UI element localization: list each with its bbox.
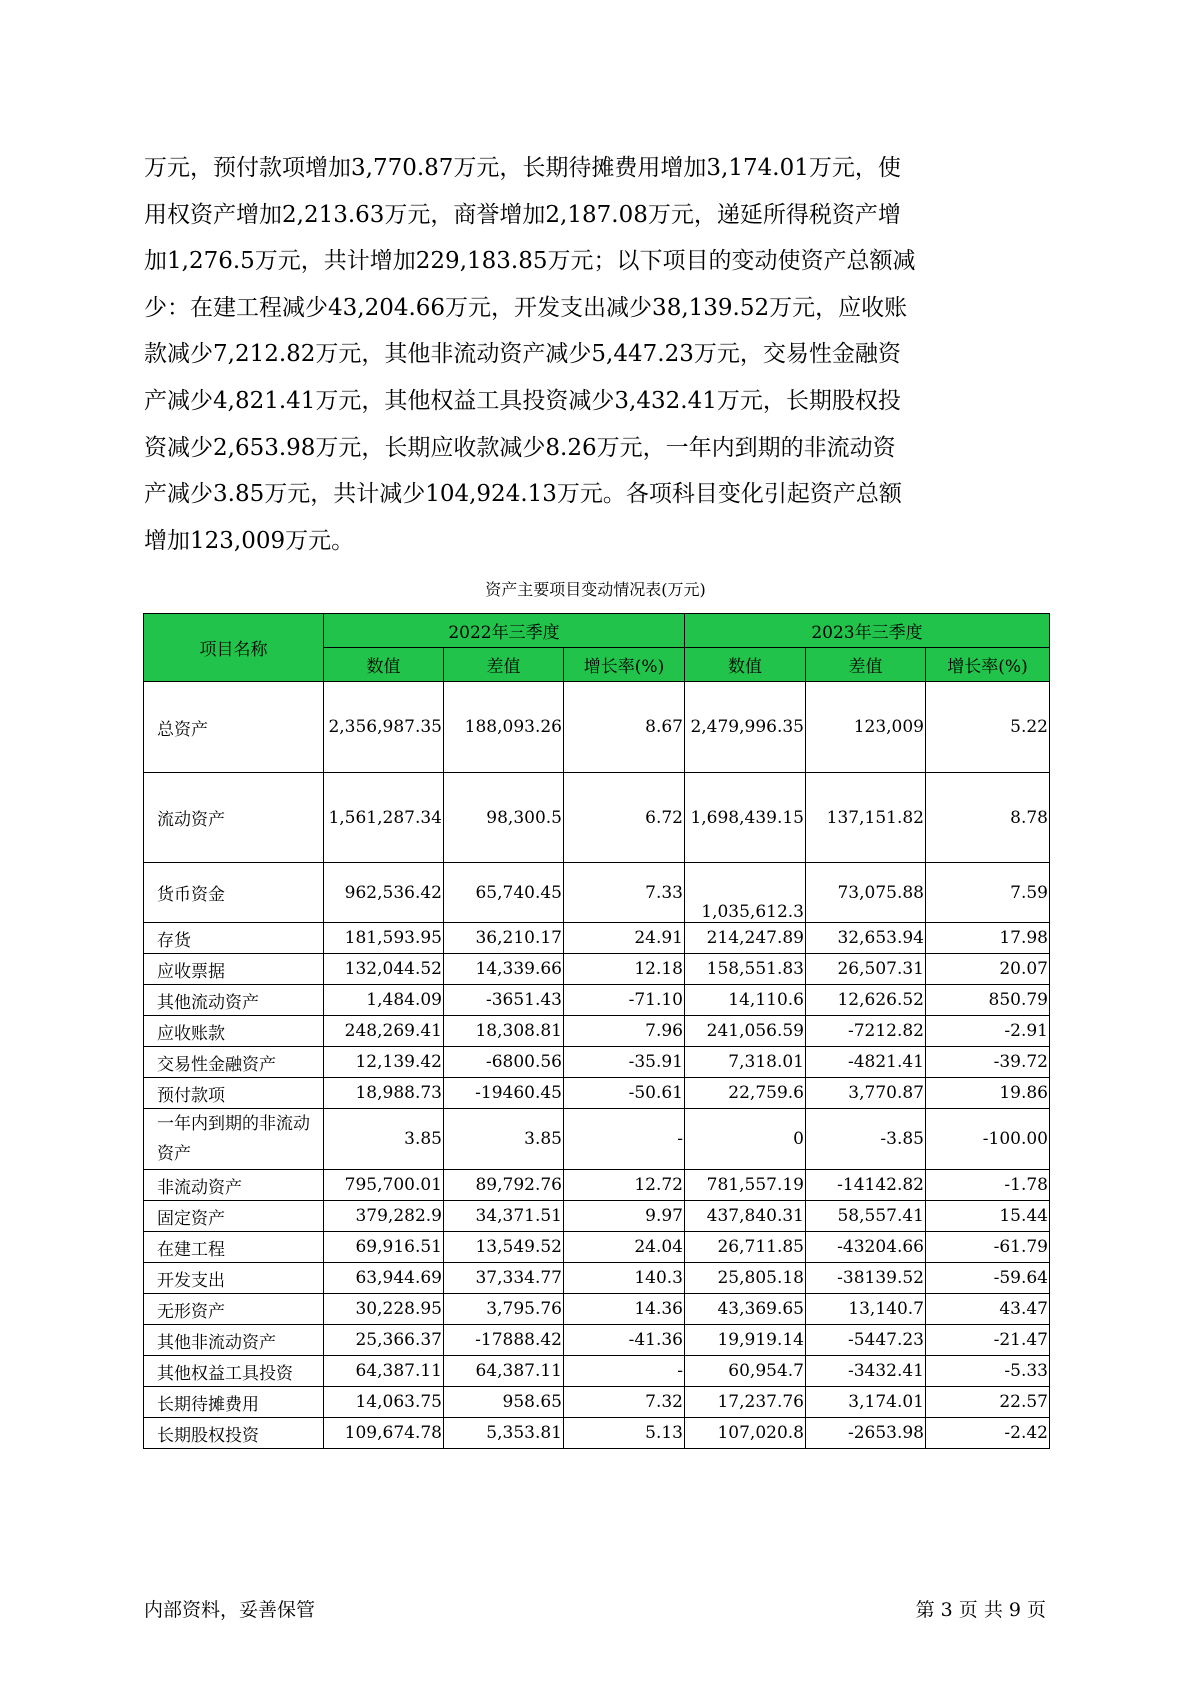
diff-2022: 3,795.76 bbox=[444, 1294, 564, 1325]
diff-2023: -38139.52 bbox=[806, 1263, 926, 1294]
diff-2023: 58,557.41 bbox=[806, 1201, 926, 1232]
growth-2022: -71.10 bbox=[564, 985, 685, 1016]
value-2023: 7,318.01 bbox=[685, 1047, 806, 1078]
diff-2022: 5,353.81 bbox=[444, 1418, 564, 1449]
growth-2023: -21.47 bbox=[926, 1325, 1050, 1356]
table-row bbox=[144, 1201, 1050, 1232]
table-row bbox=[144, 863, 1050, 923]
diff-2022: -3651.43 bbox=[444, 985, 564, 1016]
row-name: 长期待摊费用 bbox=[144, 1387, 324, 1418]
growth-2023: -5.33 bbox=[926, 1356, 1050, 1387]
value-2023: 14,110.6 bbox=[685, 985, 806, 1016]
diff-2023: -14142.82 bbox=[806, 1170, 926, 1201]
value-2022: 962,536.42 bbox=[324, 863, 444, 923]
value-2023: 60,954.7 bbox=[685, 1356, 806, 1387]
table-row bbox=[144, 1325, 1050, 1356]
diff-2023: -3432.41 bbox=[806, 1356, 926, 1387]
diff-2022: 64,387.11 bbox=[444, 1356, 564, 1387]
value-2023: 241,056.59 bbox=[685, 1016, 806, 1047]
diff-2022: -19460.45 bbox=[444, 1078, 564, 1109]
paragraph-line: 产减少4,821.41万元，其他权益工具投资减少3,432.41万元，长期股权投 bbox=[144, 387, 901, 414]
row-name: 流动资产 bbox=[144, 773, 324, 863]
growth-2022: -35.91 bbox=[564, 1047, 685, 1078]
growth-2022: - bbox=[564, 1356, 685, 1387]
diff-2022: 98,300.5 bbox=[444, 773, 564, 863]
value-2023: 0 bbox=[685, 1109, 806, 1170]
row-name: 非流动资产 bbox=[144, 1170, 324, 1201]
diff-2023: -43204.66 bbox=[806, 1232, 926, 1263]
growth-2023: -39.72 bbox=[926, 1047, 1050, 1078]
value-2023: 437,840.31 bbox=[685, 1201, 806, 1232]
growth-2023: 15.44 bbox=[926, 1201, 1050, 1232]
value-2022: 1,561,287.34 bbox=[324, 773, 444, 863]
diff-2023: 123,009 bbox=[806, 682, 926, 773]
row-name: 预付款项 bbox=[144, 1078, 324, 1109]
row-name: 一年内到期的非流动资产 bbox=[144, 1109, 324, 1170]
table-row bbox=[144, 1232, 1050, 1263]
diff-2023: 3,770.87 bbox=[806, 1078, 926, 1109]
table-row bbox=[144, 954, 1050, 985]
diff-2023: 12,626.52 bbox=[806, 985, 926, 1016]
row-name: 其他权益工具投资 bbox=[144, 1356, 324, 1387]
header-value-2022: 数值 bbox=[324, 648, 444, 682]
row-name: 在建工程 bbox=[144, 1232, 324, 1263]
growth-2022: 14.36 bbox=[564, 1294, 685, 1325]
value-2022: 69,916.51 bbox=[324, 1232, 444, 1263]
header-period-2022: 2022年三季度 bbox=[324, 614, 685, 648]
diff-2023: 137,151.82 bbox=[806, 773, 926, 863]
value-2022: 30,228.95 bbox=[324, 1294, 444, 1325]
diff-2022: 89,792.76 bbox=[444, 1170, 564, 1201]
value-2023: 1,698,439.15 bbox=[685, 773, 806, 863]
growth-2023: -2.91 bbox=[926, 1016, 1050, 1047]
header-growth-2022: 增长率(%) bbox=[564, 648, 685, 682]
diff-2022: 34,371.51 bbox=[444, 1201, 564, 1232]
table-row bbox=[144, 1356, 1050, 1387]
header-item-name: 项目名称 bbox=[144, 614, 324, 682]
table-row bbox=[144, 773, 1050, 863]
row-name: 无形资产 bbox=[144, 1294, 324, 1325]
value-2022: 109,674.78 bbox=[324, 1418, 444, 1449]
diff-2022: -6800.56 bbox=[444, 1047, 564, 1078]
diff-2022: 36,210.17 bbox=[444, 923, 564, 954]
diff-2023: 26,507.31 bbox=[806, 954, 926, 985]
body-paragraph bbox=[144, 145, 1048, 564]
value-2023: 26,711.85 bbox=[685, 1232, 806, 1263]
value-2022: 2,356,987.35 bbox=[324, 682, 444, 773]
value-2023: 1,035,612.3 bbox=[685, 863, 806, 923]
table-row bbox=[144, 985, 1050, 1016]
growth-2023: -2.42 bbox=[926, 1418, 1050, 1449]
value-2023: 107,020.8 bbox=[685, 1418, 806, 1449]
value-2023: 25,805.18 bbox=[685, 1263, 806, 1294]
table-row bbox=[144, 1170, 1050, 1201]
header-diff-2023: 差值 bbox=[806, 648, 926, 682]
diff-2023: -3.85 bbox=[806, 1109, 926, 1170]
growth-2022: 6.72 bbox=[564, 773, 685, 863]
value-2022: 12,139.42 bbox=[324, 1047, 444, 1078]
growth-2023: -59.64 bbox=[926, 1263, 1050, 1294]
row-name: 交易性金融资产 bbox=[144, 1047, 324, 1078]
value-2022: 248,269.41 bbox=[324, 1016, 444, 1047]
paragraph-line: 款减少7,212.82万元，其他非流动资产减少5,447.23万元，交易性金融资 bbox=[144, 341, 901, 368]
diff-2023: -4821.41 bbox=[806, 1047, 926, 1078]
footer-confidential-note: 内部资料，妥善保管 bbox=[144, 1599, 316, 1621]
value-2023: 781,557.19 bbox=[685, 1170, 806, 1201]
row-name: 其他流动资产 bbox=[144, 985, 324, 1016]
table-row bbox=[144, 1387, 1050, 1418]
table-row bbox=[144, 923, 1050, 954]
value-2023: 158,551.83 bbox=[685, 954, 806, 985]
diff-2022: 37,334.77 bbox=[444, 1263, 564, 1294]
growth-2023: 19.86 bbox=[926, 1078, 1050, 1109]
paragraph-line: 加1,276.5万元，共计增加229,183.85万元；以下项目的变动使资产总额减 bbox=[144, 248, 916, 275]
value-2022: 18,988.73 bbox=[324, 1078, 444, 1109]
table-row bbox=[144, 682, 1050, 773]
header-diff-2022: 差值 bbox=[444, 648, 564, 682]
diff-2023: 3,174.01 bbox=[806, 1387, 926, 1418]
table-row bbox=[144, 1047, 1050, 1078]
growth-2022: 140.3 bbox=[564, 1263, 685, 1294]
value-2022: 64,387.11 bbox=[324, 1356, 444, 1387]
table-row bbox=[144, 1016, 1050, 1047]
growth-2022: - bbox=[564, 1109, 685, 1170]
growth-2022: 24.04 bbox=[564, 1232, 685, 1263]
value-2022: 795,700.01 bbox=[324, 1170, 444, 1201]
growth-2023: 43.47 bbox=[926, 1294, 1050, 1325]
diff-2023: -2653.98 bbox=[806, 1418, 926, 1449]
row-name: 其他非流动资产 bbox=[144, 1325, 324, 1356]
value-2022: 379,282.9 bbox=[324, 1201, 444, 1232]
growth-2022: 8.67 bbox=[564, 682, 685, 773]
growth-2022: 7.96 bbox=[564, 1016, 685, 1047]
paragraph-line: 资减少2,653.98万元，长期应收款减少8.26万元，一年内到期的非流动资 bbox=[144, 434, 896, 461]
paragraph-line: 产减少3.85万元，共计减少104,924.13万元。各项科目变化引起资产总额 bbox=[144, 481, 902, 508]
table-row bbox=[144, 1078, 1050, 1109]
asset-change-table bbox=[143, 613, 1050, 1449]
header-period-2023: 2023年三季度 bbox=[685, 614, 1050, 648]
paragraph-line: 用权资产增加2,213.63万元，商誉增加2,187.08万元，递延所得税资产增 bbox=[144, 201, 901, 228]
diff-2022: 13,549.52 bbox=[444, 1232, 564, 1263]
diff-2022: -17888.42 bbox=[444, 1325, 564, 1356]
growth-2022: 12.72 bbox=[564, 1170, 685, 1201]
diff-2023: 73,075.88 bbox=[806, 863, 926, 923]
value-2022: 132,044.52 bbox=[324, 954, 444, 985]
value-2022: 3.85 bbox=[324, 1109, 444, 1170]
diff-2022: 188,093.26 bbox=[444, 682, 564, 773]
header-growth-2023: 增长率(%) bbox=[926, 648, 1050, 682]
diff-2022: 65,740.45 bbox=[444, 863, 564, 923]
row-name: 存货 bbox=[144, 923, 324, 954]
table-row bbox=[144, 1109, 1050, 1170]
row-name: 货币资金 bbox=[144, 863, 324, 923]
row-name: 长期股权投资 bbox=[144, 1418, 324, 1449]
growth-2022: 7.33 bbox=[564, 863, 685, 923]
diff-2022: 3.85 bbox=[444, 1109, 564, 1170]
value-2023: 17,237.76 bbox=[685, 1387, 806, 1418]
diff-2022: 958.65 bbox=[444, 1387, 564, 1418]
table-row bbox=[144, 1263, 1050, 1294]
value-2023: 19,919.14 bbox=[685, 1325, 806, 1356]
value-2022: 14,063.75 bbox=[324, 1387, 444, 1418]
table-caption: 资产主要项目变动情况表(万元) bbox=[485, 580, 706, 599]
diff-2022: 18,308.81 bbox=[444, 1016, 564, 1047]
paragraph-line: 万元，预付款项增加3,770.87万元，长期待摊费用增加3,174.01万元，使 bbox=[144, 155, 901, 181]
table-row bbox=[144, 1418, 1050, 1449]
row-name: 开发支出 bbox=[144, 1263, 324, 1294]
row-name: 总资产 bbox=[144, 682, 324, 773]
paragraph-line: 增加123,009万元。 bbox=[144, 527, 355, 554]
value-2022: 25,366.37 bbox=[324, 1325, 444, 1356]
diff-2023: 13,140.7 bbox=[806, 1294, 926, 1325]
growth-2023: 22.57 bbox=[926, 1387, 1050, 1418]
header-value-2023: 数值 bbox=[685, 648, 806, 682]
value-2022: 63,944.69 bbox=[324, 1263, 444, 1294]
growth-2022: 9.97 bbox=[564, 1201, 685, 1232]
paragraph-line: 少：在建工程减少43,204.66万元，开发支出减少38,139.52万元，应收账 bbox=[144, 294, 908, 321]
footer-page-number: 第 3 页 共 9 页 bbox=[915, 1599, 1046, 1621]
row-name: 固定资产 bbox=[144, 1201, 324, 1232]
growth-2023: -1.78 bbox=[926, 1170, 1050, 1201]
diff-2023: -5447.23 bbox=[806, 1325, 926, 1356]
growth-2023: -61.79 bbox=[926, 1232, 1050, 1263]
growth-2022: 12.18 bbox=[564, 954, 685, 985]
diff-2023: -7212.82 bbox=[806, 1016, 926, 1047]
growth-2022: 5.13 bbox=[564, 1418, 685, 1449]
diff-2022: 14,339.66 bbox=[444, 954, 564, 985]
growth-2023: 7.59 bbox=[926, 863, 1050, 923]
value-2022: 181,593.95 bbox=[324, 923, 444, 954]
row-name: 应收账款 bbox=[144, 1016, 324, 1047]
growth-2023: 850.79 bbox=[926, 985, 1050, 1016]
growth-2023: -100.00 bbox=[926, 1109, 1050, 1170]
row-name: 应收票据 bbox=[144, 954, 324, 985]
growth-2022: -50.61 bbox=[564, 1078, 685, 1109]
growth-2023: 20.07 bbox=[926, 954, 1050, 985]
value-2023: 214,247.89 bbox=[685, 923, 806, 954]
value-2022: 1,484.09 bbox=[324, 985, 444, 1016]
value-2023: 22,759.6 bbox=[685, 1078, 806, 1109]
growth-2023: 5.22 bbox=[926, 682, 1050, 773]
growth-2022: 7.32 bbox=[564, 1387, 685, 1418]
growth-2022: -41.36 bbox=[564, 1325, 685, 1356]
diff-2023: 32,653.94 bbox=[806, 923, 926, 954]
table-row bbox=[144, 1294, 1050, 1325]
value-2023: 2,479,996.35 bbox=[685, 682, 806, 773]
growth-2023: 17.98 bbox=[926, 923, 1050, 954]
growth-2022: 24.91 bbox=[564, 923, 685, 954]
growth-2023: 8.78 bbox=[926, 773, 1050, 863]
value-2023: 43,369.65 bbox=[685, 1294, 806, 1325]
